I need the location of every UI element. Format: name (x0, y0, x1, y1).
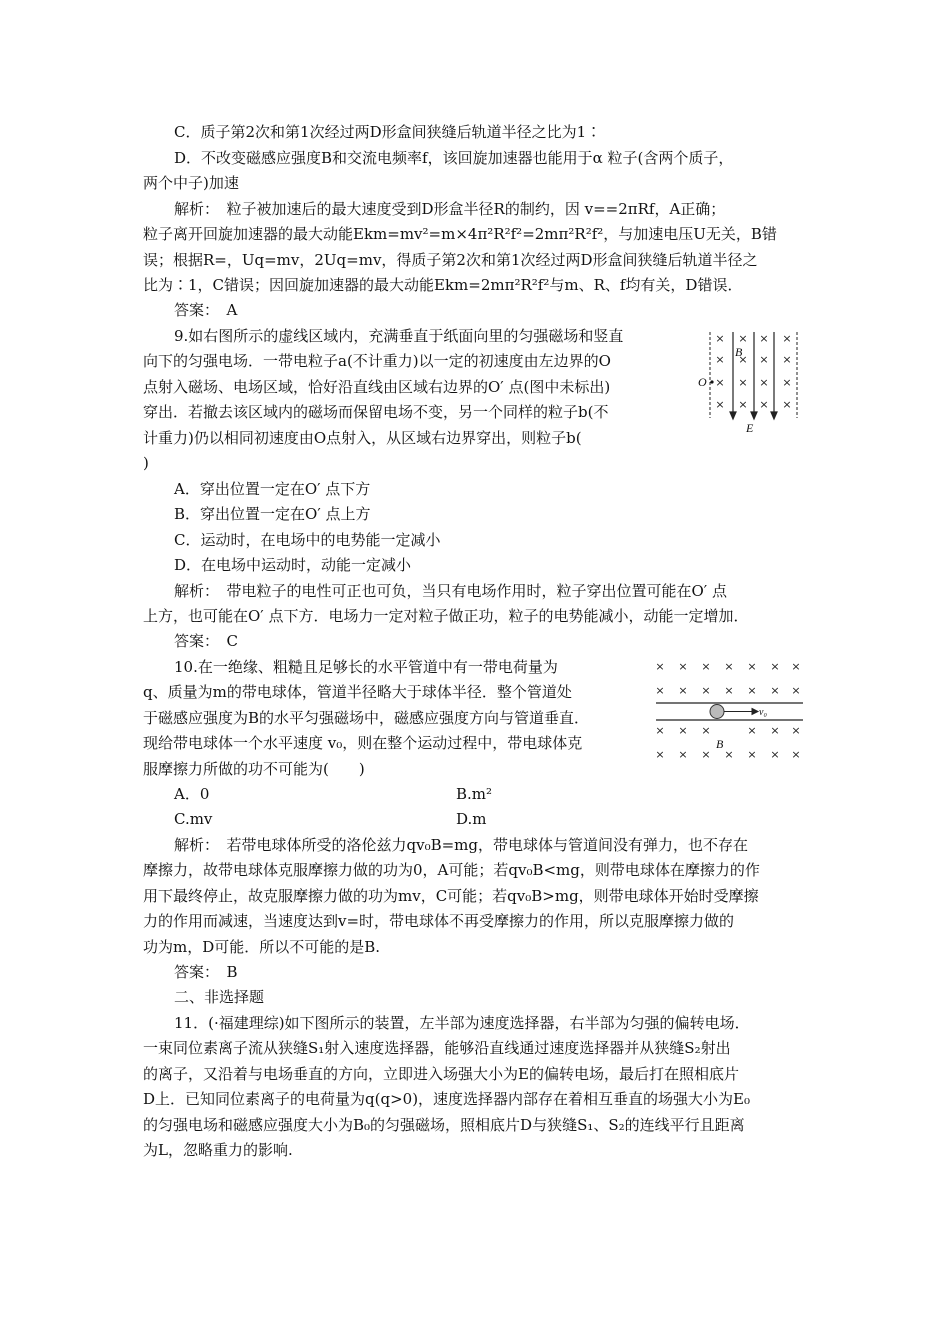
field-cross-mark: × (678, 748, 688, 761)
analysis-q9-line1: 解析： 带电粒子的电性可正也可负，当只有电场作用时，粒子穿出位置可能在O′ 点 (174, 582, 727, 600)
question-11-line5: 的匀强电场和磁感应强度大小为B₀的匀强磁场，照相底片D与狭缝S₁、S₂的连线平行且距离 (143, 1116, 745, 1134)
field-cross-mark: × (770, 684, 780, 697)
field-cross-mark: × (738, 332, 748, 345)
field-cross-mark: × (759, 398, 769, 411)
field-cross-mark: × (701, 724, 711, 737)
question-9-line3: 点射入磁场、电场区域，恰好沿直线由区域右边界的O′ 点(图中未标出) (143, 378, 611, 396)
analysis-q8-line3: 误；根据R=，Uq=mv，2Uq=mv，得质子第2次和第1次经过两D形盒间狭缝后轨道半径之 (143, 251, 758, 269)
question-10-line3: 于磁感应强度为B的水平匀强磁场中，磁感应强度方向与管道垂直． (143, 709, 590, 727)
field-cross-mark: × (701, 660, 711, 673)
question-9-line2: 向下的匀强电场．一带电粒子a(不计重力)以一定的初速度由左边界的O (143, 352, 611, 370)
field-cross-mark: × (791, 684, 801, 697)
field-cross-mark: × (782, 353, 792, 366)
analysis-q10-line4: 力的作用而减速，当速度达到v=时，带电球体不再受摩擦力的作用，所以克服摩擦力做的 (143, 912, 735, 930)
field-cross-mark: × (738, 353, 748, 366)
field-cross-mark: × (724, 684, 734, 697)
option-a-q10: A．0 (174, 785, 210, 803)
field-cross-mark: × (724, 660, 734, 673)
question-11-line6: 为L，忽略重力的影响. (143, 1141, 293, 1159)
figure-q10 (648, 656, 808, 768)
analysis-q10-line5: 功为m，D可能．所以不可能的是B. (143, 938, 381, 956)
field-cross-mark: × (759, 376, 769, 389)
option-d-q8: D．不改变磁感应强度B和交流电频率f，该回旋加速器也能用于α 粒子(含两个质子， (174, 149, 734, 167)
field-cross-mark: × (747, 724, 757, 737)
field-cross-mark: × (747, 660, 757, 673)
field-cross-mark: × (655, 724, 665, 737)
field-cross-mark: × (770, 724, 780, 737)
field-cross-mark: × (782, 376, 792, 389)
option-d-q10: D.m (456, 810, 487, 828)
field-cross-mark: × (759, 353, 769, 366)
field-cross-mark: × (738, 398, 748, 411)
figure-q9 (694, 326, 804, 438)
charged-ball (710, 705, 724, 719)
point-o-dot (710, 380, 713, 383)
field-cross-mark: × (655, 748, 665, 761)
question-10-line2: q、质量为m的带电球体，管道半径略大于球体半径．整个管道处 (143, 683, 572, 701)
field-cross-mark: × (655, 684, 665, 697)
option-c-q10: C.mv (174, 810, 213, 828)
field-cross-mark: × (701, 748, 711, 761)
analysis-q10-line2: 摩擦力，故带电球体克服摩擦力做的功为0，A可能；若qv₀B<mg，则带电球体在摩擦力的作 (143, 861, 760, 879)
field-cross-mark: × (791, 660, 801, 673)
question-11-line3: 的离子，又沿着与电场垂直的方向，立即进入场强大小为E的偏转电场，最后打在照相底片 (143, 1065, 739, 1083)
field-cross-mark: × (782, 398, 792, 411)
field-cross-mark: × (738, 376, 748, 389)
field-cross-mark: × (747, 684, 757, 697)
option-a-q9: A．穿出位置一定在O′ 点下方 (174, 480, 371, 498)
field-cross-mark: × (782, 332, 792, 345)
question-10-line1: 10.在一绝缘、粗糙且足够长的水平管道中有一带电荷量为 (174, 658, 558, 676)
answer-q10: 答案： B (174, 963, 238, 981)
field-cross-mark: × (678, 660, 688, 673)
label-o: O (698, 375, 707, 389)
option-d-q9: D．在电场中运动时，动能一定减小 (174, 556, 412, 574)
analysis-q10-line3: 用下最终停止，故克服摩擦力做的功为mv，C可能；若qv₀B>mg，则带电球体开始时受摩擦 (143, 887, 759, 905)
label-b: B (716, 737, 724, 751)
question-11-line4: D上．已知同位素离子的电荷量为q(q>0)，速度选择器内部存在着相互垂直的场强大小为E₀ (143, 1090, 751, 1108)
question-9-line1: 9.如右图所示的虚线区域内，充满垂直于纸面向里的匀强磁场和竖直 (174, 327, 624, 345)
field-cross-mark: × (724, 748, 734, 761)
analysis-q8-line2: 粒子离开回旋加速器的最大动能Ekm=mv²=m×4π²R²f²=2mπ²R²f²，与加速电压U无关，B错 (143, 225, 777, 243)
field-cross-mark: × (715, 332, 725, 345)
field-cross-mark: × (759, 332, 769, 345)
question-10-line5: 服摩擦力所做的功不可能为( ) (143, 760, 365, 778)
magnetic-field-crosses (655, 660, 800, 761)
question-11-line2: 一束同位素离子流从狭缝S₁射入速度选择器，能够沿直线通过速度选择器并从狭缝S₂射出 (143, 1039, 731, 1057)
label-b: B (735, 345, 743, 359)
field-cross-mark: × (678, 684, 688, 697)
field-cross-mark: × (701, 684, 711, 697)
field-cross-mark: × (715, 353, 725, 366)
option-b-q9: B．穿出位置一定在O′ 点上方 (174, 505, 371, 523)
option-c-q9: C．运动时，在电场中的电势能一定减小 (174, 531, 441, 549)
answer-q9: 答案： C (174, 632, 238, 650)
field-cross-mark: × (715, 376, 725, 389)
analysis-q8-line1: 解析： 粒子被加速后的最大速度受到D形盒半径R的制约，因 v==2πRf，A正确； (174, 200, 726, 218)
question-9-line6: ) (143, 454, 149, 472)
field-cross-mark: × (678, 724, 688, 737)
question-10-line4: 现给带电球体一个水平速度 v₀，则在整个运动过程中，带电球体克 (143, 734, 583, 752)
label-v0: v₀ (759, 707, 767, 718)
label-e: E (746, 421, 754, 435)
analysis-q10-line1: 解析： 若带电球体所受的洛伦兹力qv₀B=mg，带电球体与管道间没有弹力，也不存在 (174, 836, 749, 854)
field-cross-mark: × (747, 748, 757, 761)
question-9-line5: 计重力)仍以相同初速度由O点射入，从区域右边界穿出，则粒子b( (143, 429, 582, 447)
field-cross-mark: × (791, 748, 801, 761)
question-11-line1: 11．(·福建理综)如下图所示的装置，左半部为速度选择器，右半部为匀强的偏转电场． (174, 1014, 750, 1032)
field-cross-mark: × (770, 660, 780, 673)
analysis-q8-line4: 比为∶1，C错误；因回旋加速器的最大动能Ekm=2mπ²R²f²与m、R、f均有关，D错误． (143, 276, 743, 294)
answer-q8: 答案： A (174, 301, 238, 319)
question-9-line4: 穿出．若撤去该区域内的磁场而保留电场不变，另一个同样的粒子b(不 (143, 403, 609, 421)
option-b-q10: B.m² (456, 785, 493, 803)
field-cross-mark: × (770, 748, 780, 761)
field-cross-mark: × (791, 724, 801, 737)
field-cross-mark: × (715, 398, 725, 411)
velocity-arrow (724, 709, 758, 715)
analysis-q9-line2: 上方，也可能在O′ 点下方．电场力一定对粒子做正功，粒子的电势能减小，动能一定增加． (143, 607, 749, 625)
field-cross-mark: × (655, 660, 665, 673)
option-d-q8-cont: 两个中子)加速 (143, 174, 239, 192)
section-heading: 二、非选择题 (174, 988, 265, 1006)
option-c-q8: C．质子第2次和第1次经过两D形盒间狭缝后轨道半径之比为1∶ (174, 123, 602, 141)
